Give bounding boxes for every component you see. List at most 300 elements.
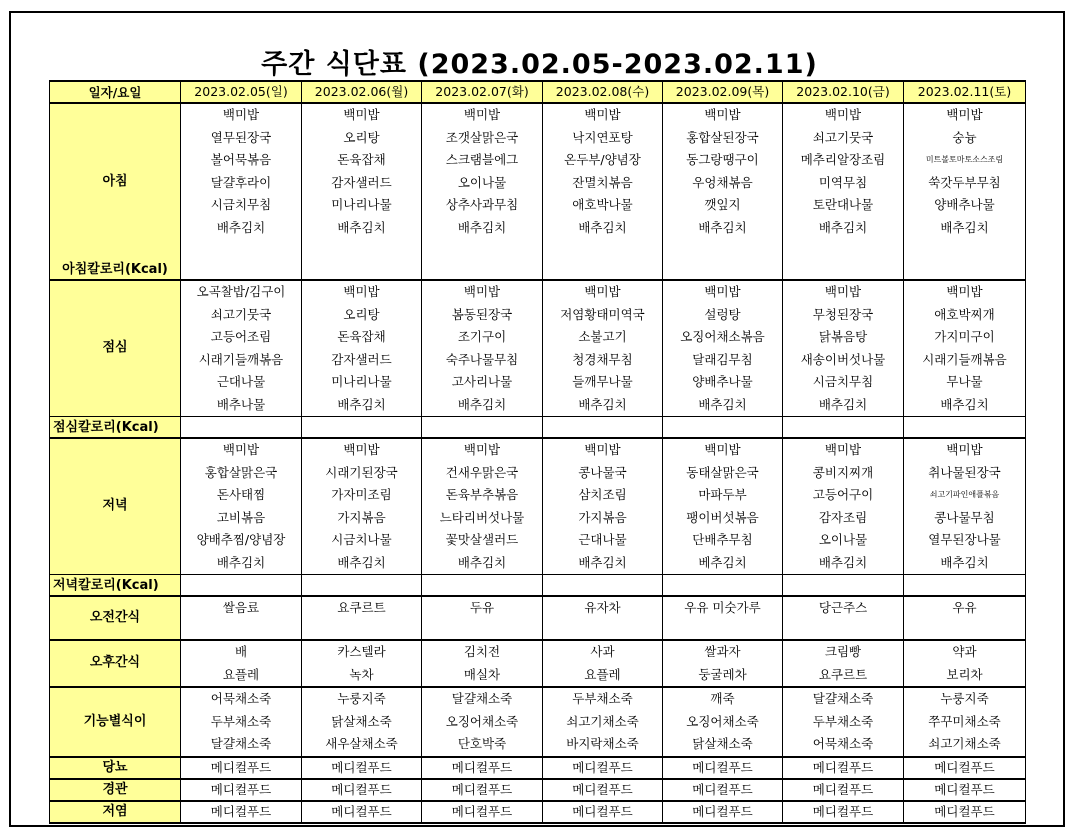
tube-row	[50, 779, 1026, 801]
menu-item: 배추김치	[216, 219, 266, 235]
menu-item: 잔멸치볶음	[572, 174, 633, 190]
menu-item: 백미밥	[704, 442, 741, 457]
lunch-label: 점심	[50, 280, 181, 417]
menu-item: 조갯살맑은국	[445, 129, 519, 145]
lunch-cell	[543, 280, 663, 417]
tube-cell	[181, 779, 302, 801]
menu-item: 숙주나물무침	[445, 351, 519, 367]
dinner-calorie-cell	[302, 575, 422, 597]
menu-item: 오징어채소볶음	[680, 329, 765, 344]
breakfast-cell	[904, 103, 1026, 280]
am-snack-cell	[302, 596, 422, 640]
pm-snack-cell	[663, 640, 783, 687]
menu-item: 우유	[952, 600, 977, 615]
breakfast-cell	[543, 103, 663, 280]
menu-item: 사과	[590, 644, 615, 659]
menu-item: 백미밥	[946, 442, 983, 457]
menu-item: 닭살채소죽	[692, 736, 753, 751]
dinner-calorie-cell	[422, 575, 543, 597]
pm-snack-cell	[904, 640, 1026, 687]
menu-item: 메디컬푸드	[451, 759, 513, 775]
functional-cell	[543, 687, 663, 757]
menu-item: 요플레	[584, 666, 621, 682]
functional-row	[50, 687, 1026, 757]
menu-item: 애호박나물	[572, 197, 633, 212]
low-salt-cell	[783, 801, 904, 823]
menu-item: 배추김치	[337, 554, 386, 570]
header-label: 일자/요일	[50, 81, 181, 103]
pm-snack-cell	[302, 640, 422, 687]
menu-item: 볼어묵볶음	[210, 152, 272, 167]
date-header: 2023.02.05(일)	[181, 81, 302, 103]
menu-item: 바지락채소죽	[566, 736, 639, 751]
am-snack-cell	[543, 596, 663, 640]
menu-item: 메디컬푸드	[812, 781, 874, 797]
menu-item: 보리차	[946, 666, 983, 682]
low-salt-row	[50, 801, 1026, 823]
menu-item: 근대나물	[216, 374, 266, 389]
menu-item: 숭늉	[952, 129, 977, 145]
menu-item: 꽃맛살샐러드	[445, 532, 519, 547]
lunch-calorie-cell	[422, 417, 543, 439]
pm-snack-label: 오후간식	[50, 640, 181, 687]
date-header: 2023.02.10(금)	[783, 81, 904, 103]
menu-item: 배	[234, 644, 248, 659]
menu-item: 백미밥	[463, 107, 501, 122]
dinner-cell	[904, 438, 1026, 575]
dinner-row	[50, 438, 1026, 575]
menu-item: 배추김치	[698, 219, 747, 235]
menu-item: 근대나물	[578, 532, 627, 547]
menu-item: 우엉채볶음	[692, 174, 753, 190]
tube-cell	[663, 779, 783, 801]
menu-item: 달래김무침	[692, 351, 753, 367]
am-snack-label: 오전간식	[50, 596, 181, 640]
menu-item: 백미밥	[704, 284, 741, 299]
menu-item: 백미밥	[343, 284, 380, 299]
menu-item: 메디컬푸드	[812, 759, 874, 775]
menu-item: 콩나물국	[578, 464, 627, 480]
menu-item: 베추김치	[698, 554, 747, 570]
menu-item: 감자샐러드	[331, 351, 392, 367]
menu-item: 감자샐러드	[331, 174, 392, 190]
menu-item: 백미밥	[946, 107, 983, 122]
functional-cell	[904, 687, 1026, 757]
page-title: 주간 식단표 (2023.02.05-2023.02.11)	[261, 49, 818, 80]
menu-item: 시금치무침	[812, 374, 874, 389]
dinner-calorie-cell	[181, 575, 302, 597]
am-snack-row	[50, 596, 1026, 640]
menu-item: 양배추나물	[934, 197, 995, 212]
date-header: 2023.02.07(화)	[422, 81, 543, 103]
menu-item: 무청된장국	[812, 306, 874, 322]
dinner-cell	[783, 438, 904, 575]
menu-item: 누룽지죽	[940, 691, 989, 706]
menu-item: 낙지연포탕	[572, 129, 633, 145]
date-header: 2023.02.06(월)	[302, 81, 422, 103]
diabetes-row	[50, 757, 1026, 779]
menu-item: 고등어조림	[210, 329, 272, 344]
menu-item: 동그랑땡구이	[686, 152, 759, 167]
menu-item: 배추김치	[578, 396, 627, 412]
date-header: 2023.02.11(토)	[904, 81, 1026, 103]
menu-item: 백미밥	[222, 442, 260, 457]
low-salt-label: 저염	[50, 801, 181, 823]
menu-item: 백미밥	[824, 442, 862, 457]
menu-item: 배추김치	[818, 219, 868, 235]
menu-item: 메디컬푸드	[210, 759, 272, 775]
diabetes-cell	[181, 757, 302, 779]
menu-item: 배추김치	[337, 396, 386, 412]
menu-item: 메디컬푸드	[451, 803, 513, 819]
menu-item: 홍합살맑은국	[204, 464, 278, 480]
menu-item: 들깨무나물	[572, 374, 633, 389]
menu-item: 메디컬푸드	[812, 803, 874, 819]
menu-item: 취나물된장국	[928, 464, 1001, 480]
menu-item: 크림빵	[824, 644, 862, 659]
menu-item: 새우살채소죽	[325, 736, 398, 751]
menu-item: 요플레	[222, 666, 260, 682]
lunch-cell	[663, 280, 783, 417]
breakfast-cell	[181, 103, 302, 280]
menu-item: 열무된장나물	[928, 532, 1001, 547]
header-row	[50, 81, 1026, 103]
menu-item: 닭볶음탕	[818, 329, 868, 344]
menu-item: 조기구이	[457, 329, 507, 344]
menu-item: 시금치무침	[210, 197, 272, 212]
menu-item: 배추김치	[578, 219, 627, 235]
menu-item: 우유 미숫가루	[684, 600, 761, 615]
menu-item: 콩비지찌개	[812, 464, 874, 480]
pm-snack-row	[50, 640, 1026, 687]
menu-item: 감자조림	[818, 509, 868, 525]
menu-item: 오이나물	[818, 532, 868, 547]
menu-item: 가지볶음	[337, 509, 386, 525]
menu-item: 청경채무침	[572, 351, 633, 367]
menu-item: 오리탕	[343, 306, 380, 322]
menu-item: 어묵채소죽	[812, 736, 874, 751]
dinner-calorie-row	[50, 575, 1026, 597]
menu-item: 쇠고기뭇국	[812, 129, 874, 145]
menu-item: 요쿠르트	[337, 600, 386, 615]
menu-item: 백미밥	[824, 284, 862, 299]
menu-item: 배추김치	[216, 554, 266, 570]
menu-item: 백미밥	[463, 442, 501, 457]
menu-item: 돈육잡채	[337, 152, 386, 167]
menu-item: 단배추무침	[692, 532, 753, 547]
menu-item: 메디컬푸드	[934, 803, 995, 819]
menu-item: 새송이버섯나물	[800, 351, 886, 367]
menu-item: 메디컬푸드	[572, 759, 633, 775]
pm-snack-cell	[422, 640, 543, 687]
lunch-calorie-row	[50, 417, 1026, 439]
tube-cell	[783, 779, 904, 801]
menu-item: 콩나물무침	[934, 509, 995, 525]
menu-item: 배추김치	[698, 396, 747, 412]
menu-item: 메디컬푸드	[331, 759, 392, 775]
menu-item: 요쿠르트	[818, 666, 868, 682]
menu-item: 오이나물	[457, 174, 507, 190]
lunch-cell	[783, 280, 904, 417]
menu-item: 미나리나물	[331, 374, 392, 389]
menu-item: 메디컬푸드	[331, 781, 392, 797]
menu-item: 깨죽	[710, 691, 735, 706]
menu-item: 백미밥	[584, 107, 621, 122]
menu-item: 메디컬푸드	[210, 781, 272, 797]
menu-item: 미역무침	[818, 174, 868, 190]
menu-item: 두부채소죽	[572, 691, 633, 706]
tube-cell	[422, 779, 543, 801]
lunch-calorie-label: 점심칼로리(Kcal)	[50, 417, 181, 439]
menu-item: 백미밥	[343, 442, 380, 457]
menu-item: 오징어채소죽	[445, 713, 519, 729]
menu-item: 애호박찌개	[934, 306, 995, 322]
menu-item: 백미밥	[824, 107, 862, 122]
menu-item: 가자미조림	[331, 487, 392, 502]
menu-item: 오징어채소죽	[686, 713, 759, 729]
date-header: 2023.02.08(수)	[543, 81, 663, 103]
menu-item: 봄동된장국	[451, 306, 513, 322]
dinner-cell	[422, 438, 543, 575]
dinner-calorie-label: 저녁칼로리(Kcal)	[50, 575, 181, 597]
menu-item: 달걀채소죽	[210, 736, 272, 751]
dinner-calorie-cell	[904, 575, 1026, 597]
am-snack-cell	[422, 596, 543, 640]
lunch-cell	[302, 280, 422, 417]
menu-item: 어묵채소죽	[210, 691, 272, 706]
menu-item: 백미밥	[946, 284, 983, 299]
menu-item: 두유	[469, 600, 495, 615]
diabetes-cell	[663, 757, 783, 779]
dinner-cell	[543, 438, 663, 575]
menu-item: 메추리알장조림	[800, 152, 886, 167]
menu-item: 누룽지죽	[337, 691, 386, 706]
diabetes-cell	[783, 757, 904, 779]
breakfast-cell	[302, 103, 422, 280]
lunch-calorie-cell	[302, 417, 422, 439]
menu-item: 양배추나물	[692, 374, 753, 389]
low-salt-cell	[422, 801, 543, 823]
menu-item: 배추김치	[457, 396, 507, 412]
menu-item: 백미밥	[463, 284, 501, 299]
am-snack-cell	[181, 596, 302, 640]
lunch-calorie-cell	[783, 417, 904, 439]
low-salt-cell	[302, 801, 422, 823]
menu-item: 메디컬푸드	[572, 803, 633, 819]
menu-item: 가지미구이	[934, 329, 995, 344]
breakfast-cell	[783, 103, 904, 280]
menu-item: 시래기된장국	[325, 464, 398, 480]
dinner-cell	[181, 438, 302, 575]
menu-item: 배추김치	[940, 396, 989, 412]
breakfast-label-cell	[50, 103, 181, 280]
menu-item: 팽이버섯볶음	[686, 509, 759, 525]
menu-item: 느타리버섯나물	[439, 509, 525, 525]
menu-item: 두부채소죽	[812, 713, 874, 729]
dinner-label: 저녁	[50, 438, 181, 575]
menu-item: 시금치나물	[331, 532, 392, 547]
menu-item: 쇠고기뭇국	[210, 306, 272, 322]
menu-item: 배추김치	[457, 219, 507, 235]
menu-item: 쇠고기파인애플볶음	[929, 490, 1000, 499]
breakfast-calorie-label: 아침칼로리(Kcal)	[62, 262, 168, 277]
diabetes-cell	[904, 757, 1026, 779]
am-snack-cell	[663, 596, 783, 640]
dinner-calorie-cell	[783, 575, 904, 597]
am-snack-cell	[783, 596, 904, 640]
menu-item: 열무된장국	[210, 129, 272, 145]
menu-item: 저염황태미역국	[560, 306, 645, 322]
lunch-row	[50, 280, 1026, 417]
menu-item: 메디컬푸드	[210, 803, 272, 819]
menu-item: 단호박죽	[457, 736, 507, 751]
menu-item: 달걀채소죽	[812, 691, 874, 706]
menu-item: 스크램블에그	[445, 152, 519, 167]
dinner-cell	[663, 438, 783, 575]
menu-item: 당근주스	[818, 600, 868, 615]
pm-snack-cell	[181, 640, 302, 687]
low-salt-cell	[663, 801, 783, 823]
menu-item: 매실차	[463, 666, 501, 682]
menu-item: 녹차	[349, 666, 374, 682]
tube-cell	[302, 779, 422, 801]
lunch-cell	[181, 280, 302, 417]
am-snack-cell	[904, 596, 1026, 640]
menu-item: 삼치조림	[578, 487, 627, 502]
menu-item: 건새우맑은국	[445, 464, 519, 480]
menu-item: 메디컬푸드	[692, 781, 753, 797]
menu-item: 설렁탕	[704, 306, 741, 322]
functional-cell	[783, 687, 904, 757]
menu-item: 쑥갓두부무침	[928, 174, 1001, 190]
diabetes-cell	[422, 757, 543, 779]
menu-item: 고사리나물	[451, 374, 513, 389]
lunch-calorie-cell	[543, 417, 663, 439]
lunch-cell	[422, 280, 543, 417]
menu-item: 배추김치	[940, 219, 989, 235]
menu-item: 메디컬푸드	[451, 781, 513, 797]
menu-item: 쇠고기채소죽	[566, 713, 639, 729]
menu-item: 배추나물	[216, 396, 266, 412]
menu-item: 깻잎지	[704, 197, 741, 212]
menu-item: 홍합살된장국	[686, 129, 759, 145]
menu-item: 배추김치	[578, 554, 627, 570]
menu-item: 상추사과무침	[445, 197, 519, 212]
menu-item: 닭살채소죽	[331, 713, 392, 729]
menu-item: 오리탕	[343, 129, 380, 145]
menu-item: 백미밥	[343, 107, 380, 122]
menu-item: 메디컬푸드	[934, 781, 995, 797]
menu-item: 배추김치	[337, 219, 386, 235]
menu-item: 백미밥	[704, 107, 741, 122]
menu-item: 양배추찜/양념장	[196, 532, 286, 547]
menu-item: 마파두부	[698, 487, 747, 502]
menu-item: 약과	[952, 644, 977, 659]
functional-cell	[422, 687, 543, 757]
lunch-calorie-cell	[181, 417, 302, 439]
pm-snack-cell	[783, 640, 904, 687]
menu-item: 쇠고기채소죽	[928, 736, 1001, 751]
breakfast-label: 아침	[102, 174, 128, 190]
menu-item: 메디컬푸드	[572, 781, 633, 797]
menu-item: 메디컬푸드	[934, 759, 995, 775]
menu-item: 김치전	[463, 644, 501, 659]
menu-item: 돈사태찜	[216, 487, 266, 502]
breakfast-cell	[422, 103, 543, 280]
menu-item: 시래기들깨볶음	[922, 351, 1007, 367]
menu-item: 시래기들깨볶음	[198, 351, 284, 367]
functional-cell	[181, 687, 302, 757]
menu-item: 돈육부추볶음	[445, 487, 519, 502]
lunch-calorie-cell	[904, 417, 1026, 439]
weekly-menu-table	[49, 80, 1026, 824]
diabetes-cell	[543, 757, 663, 779]
breakfast-row	[50, 103, 1026, 280]
menu-item: 백미밥	[222, 107, 260, 122]
pm-snack-cell	[543, 640, 663, 687]
menu-item: 동태살맑은국	[686, 464, 759, 480]
menu-item: 미트볼토마토소스조림	[925, 155, 1004, 164]
tube-cell	[543, 779, 663, 801]
menu-item: 온두부/양념장	[564, 152, 641, 167]
menu-item: 메디컬푸드	[331, 803, 392, 819]
menu-item: 토란대나물	[812, 197, 874, 212]
menu-item: 유자차	[584, 600, 621, 615]
menu-item: 돈육잡채	[337, 329, 386, 344]
menu-item: 고등어구이	[812, 487, 874, 502]
menu-item: 오곡찰밥/김구이	[196, 284, 286, 299]
menu-item: 쭈꾸미채소죽	[928, 713, 1001, 729]
lunch-cell	[904, 280, 1026, 417]
menu-item: 소불고기	[578, 329, 627, 344]
menu-item: 쌀과자	[704, 644, 741, 659]
menu-item: 백미밥	[584, 284, 621, 299]
menu-item: 가지볶음	[578, 509, 627, 525]
dinner-cell	[302, 438, 422, 575]
date-header: 2023.02.09(목)	[663, 81, 783, 103]
functional-cell	[663, 687, 783, 757]
tube-label: 경관	[50, 779, 181, 801]
menu-item: 배추김치	[818, 396, 868, 412]
low-salt-cell	[181, 801, 302, 823]
low-salt-cell	[543, 801, 663, 823]
lunch-calorie-cell	[663, 417, 783, 439]
menu-item: 두부채소죽	[210, 713, 272, 729]
menu-item: 달걀후라이	[210, 174, 272, 190]
menu-item: 무나물	[946, 374, 983, 389]
menu-item: 쌀음료	[222, 600, 260, 615]
tube-cell	[904, 779, 1026, 801]
menu-item: 미나리나물	[331, 197, 392, 212]
menu-item: 달걀채소죽	[451, 691, 513, 706]
menu-item: 배추김치	[940, 554, 989, 570]
menu-item: 메디컬푸드	[692, 759, 753, 775]
breakfast-cell	[663, 103, 783, 280]
menu-item: 둥굴레차	[698, 666, 747, 682]
menu-item: 고비볶음	[216, 509, 266, 525]
functional-cell	[302, 687, 422, 757]
diabetes-cell	[302, 757, 422, 779]
menu-item: 카스텔라	[337, 644, 386, 659]
dinner-calorie-cell	[543, 575, 663, 597]
low-salt-cell	[904, 801, 1026, 823]
menu-item: 백미밥	[584, 442, 621, 457]
menu-item: 배추김치	[818, 554, 868, 570]
functional-label: 기능별식이	[50, 687, 181, 757]
dinner-calorie-cell	[663, 575, 783, 597]
menu-item: 배추김치	[457, 554, 507, 570]
diabetes-label: 당뇨	[50, 757, 181, 779]
